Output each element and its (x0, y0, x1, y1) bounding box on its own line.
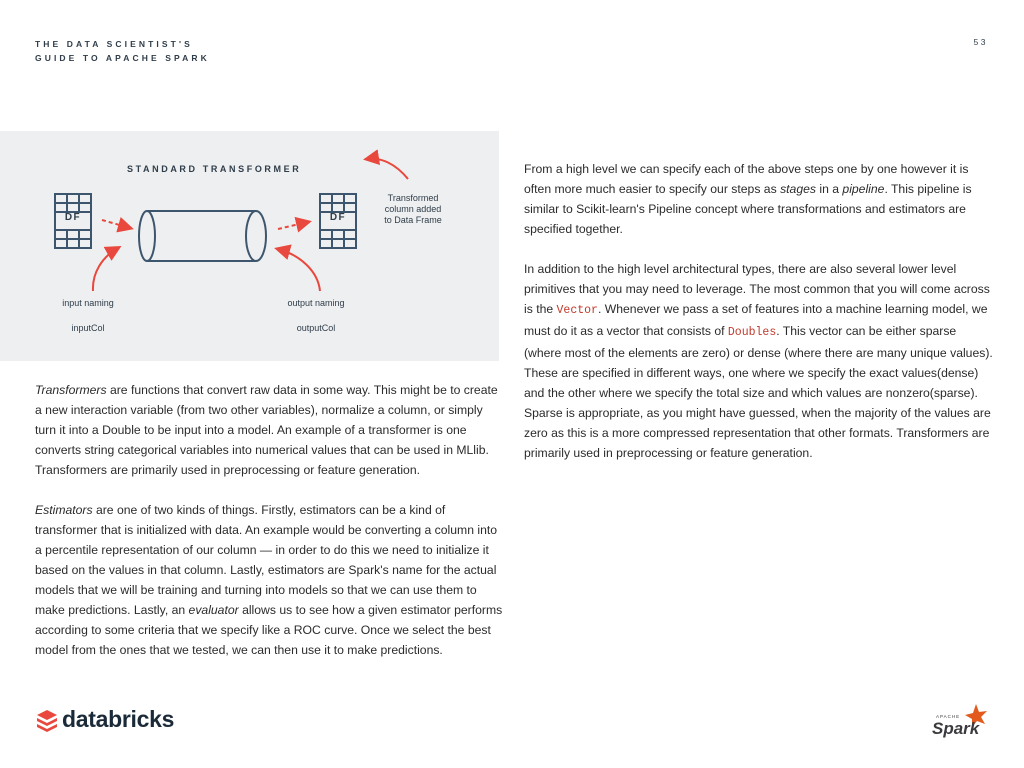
vector-paragraph (524, 259, 994, 463)
page-number: 53 (973, 37, 988, 47)
output-naming-label: output naming (287, 298, 345, 308)
pipeline-text-1: From a high level we can specify each of the above steps one by one however it is often more much easier to specify our steps as (524, 162, 969, 196)
figure-title: STANDARD TRANSFORMER (127, 164, 302, 174)
term-stages: stages (780, 182, 816, 196)
vector-text-2: . Whenever we pass a set of features into a machine learning model, we must do it as a vector that consists of (524, 302, 988, 338)
output-param-label: outputCol (296, 323, 336, 333)
annotation-line3: to Data Frame (384, 215, 442, 225)
pipeline-text-3: . This pipeline is similar to Scikit-learn's Pipeline concept where transformations and estimators are specified together. (524, 182, 972, 236)
transformer-cylinder-icon (139, 211, 266, 261)
estimators-text-1: are one of two kinds of things. Firstly, estimators can be a kind of transformer that is initialized with data. An example would be converting a column into a percentile representation of our column — in order to do this we need to initialize it based on the values in that column. Lastly, estimators are Spark's name for the actual models that we will be training and turning into models so that we can use them to make predictions. Lastly, an (35, 503, 498, 617)
spark-apache-label: APACHE (936, 714, 961, 719)
input-naming-label: input naming (62, 298, 114, 308)
term-estimators: Estimators (35, 503, 93, 517)
header-title: THE DATA SCIENTIST'S GUIDE TO APACHE SPARK (35, 39, 210, 63)
annotation-arrow (367, 159, 408, 179)
code-doubles: Doubles (727, 326, 777, 339)
pipeline-text-2: in a (815, 182, 843, 196)
vector-text-1: In addition to the high level architectural types, there are also several lower level primitives that you may need to leverage. The most common that you will come across is the (524, 262, 990, 316)
output-naming-arrow (278, 249, 320, 291)
transformers-text: are functions that convert raw data in some way. This might be to create a new interaction variable (from two other variables), normalize a column, or simply turn it into a Double to be input into a model. An example of a transformer is one converts string categorical variables into numerical values that can be used in MLlib. Transformers are primarily used in preprocessing or feature generation. (35, 383, 498, 477)
df-right-label: DF (329, 212, 347, 223)
databricks-logo-icon (35, 708, 59, 732)
term-pipeline: pipeline (842, 182, 885, 196)
output-flow-arrow (278, 222, 308, 229)
input-flow-arrow (102, 220, 130, 228)
left-column (35, 380, 505, 680)
code-vector: Vector (556, 304, 598, 317)
apache-spark-logo-icon (930, 702, 990, 738)
spark-name-label: Spark (932, 719, 980, 738)
df-left-label: DF (64, 212, 82, 223)
annotation-line2: column added (384, 204, 442, 214)
term-evaluator: evaluator (188, 603, 239, 617)
databricks-brand: databricks (62, 706, 175, 732)
estimators-text-2: allows us to see how a given estimator performs according to some criteria that we specify like a ROC curve. Once we select the best model from the ones that we tested, we can then use it to make predictions. (35, 603, 503, 657)
pipeline-paragraph (524, 159, 994, 239)
transformer-diagram (0, 131, 499, 361)
annotation-line1: Transformed (387, 193, 439, 203)
transformers-paragraph (35, 380, 505, 480)
estimators-paragraph (35, 500, 505, 660)
term-transformers: Transformers (35, 383, 107, 397)
input-naming-arrow (93, 248, 118, 291)
input-param-label: inputCol (71, 323, 105, 333)
vector-text-3: . This vector can be either sparse (where most of the elements are zero) or dense (where there are many unique values). These are specified in different ways, one where we specify the exact values(dense) and the other where we specify the total size and which values are nonzero(sparse). Sparse is appropriate, as you might have guessed, when the majority of the values are zero as this is a more compressed representation that other formats. Transformers are primarily used in preprocessing or feature generation. (524, 324, 993, 460)
right-column (524, 159, 994, 483)
